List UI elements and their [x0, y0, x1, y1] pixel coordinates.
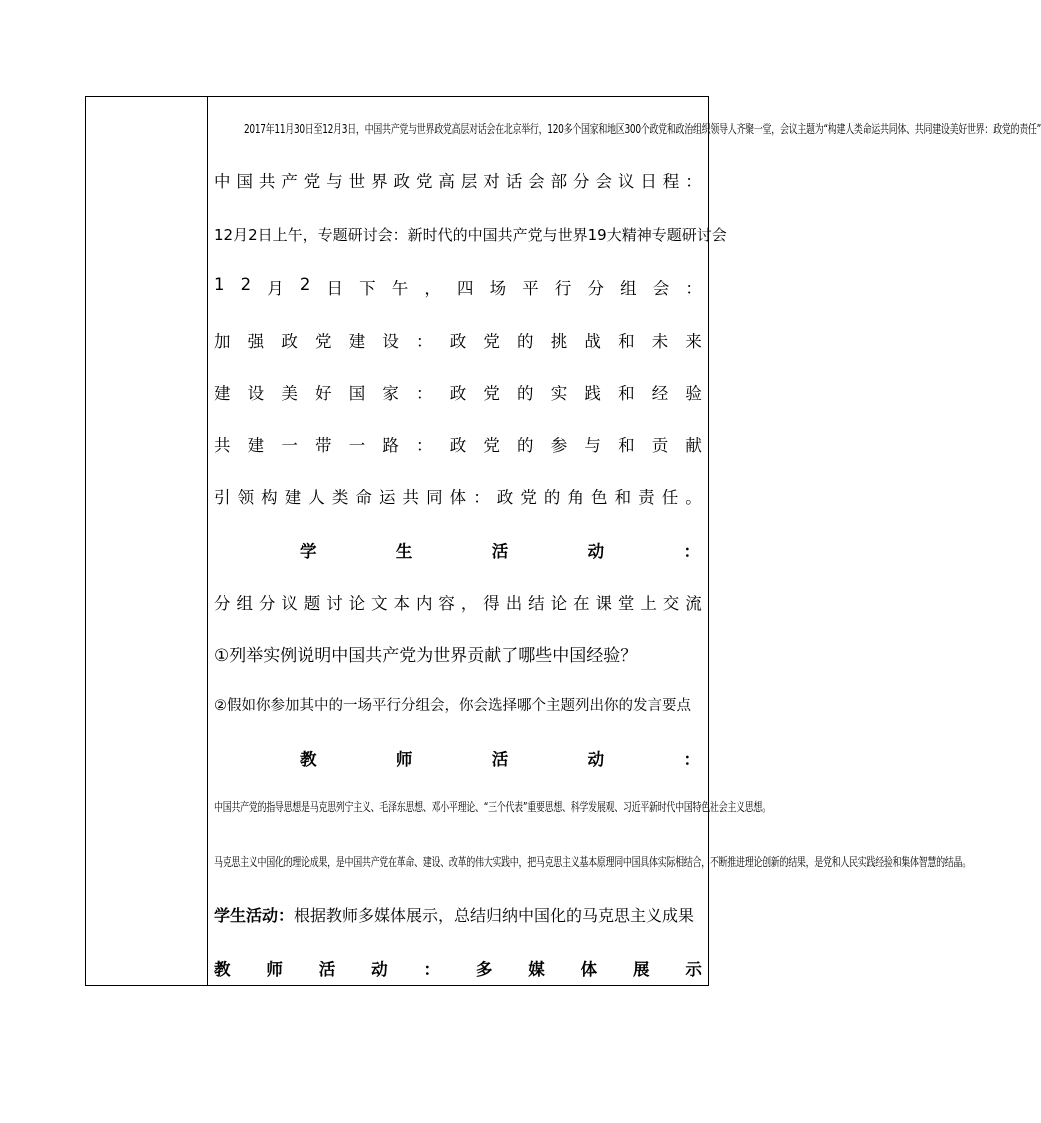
- student-activity-heading: [300, 538, 700, 562]
- teacher-activity-2: [214, 956, 702, 980]
- char: 会: [652, 279, 670, 298]
- char: 和: [618, 384, 635, 403]
- question-1: ①列举实例说明中国共产党为世界贡献了哪些中国经验？: [214, 646, 638, 666]
- char: 色: [591, 488, 608, 507]
- char: 界: [371, 172, 388, 191]
- char: 加: [214, 332, 231, 351]
- char: 活: [491, 750, 509, 769]
- student-activity-2-label: 学生活动：: [214, 906, 295, 925]
- char: 运: [378, 488, 396, 507]
- char: 的: [517, 332, 534, 351]
- teacher-text-2: 马克思主义中国化的理论成果，是中国共产党在革命、建设、改革的伟大实践中，把马克思主义基本原理同中国具体实际相结合，不断推进理论创新的结果，是党和人民实践经验和集体智慧的结晶。: [214, 856, 971, 871]
- char: 家: [382, 384, 399, 403]
- char: 一: [348, 436, 366, 455]
- student-activity-2-text: 根据教师多媒体展示，总结归纳中国化的马克思主义成果: [294, 906, 695, 925]
- char: 话: [505, 172, 523, 191]
- char: 分: [587, 279, 604, 298]
- char: 对: [483, 172, 500, 191]
- char: 结: [528, 594, 545, 613]
- char: ：: [473, 488, 490, 507]
- schedule-morning: 12月2日上午，专题研讨会：新时代的中国共产党与世界19大精神专题研讨会: [214, 226, 727, 244]
- char: ：: [685, 172, 702, 191]
- char: 议: [281, 594, 298, 613]
- char: ：: [423, 960, 440, 979]
- char: 下: [359, 279, 376, 298]
- char: 设: [382, 332, 399, 351]
- char: 体: [580, 960, 598, 979]
- char: 党: [483, 384, 500, 403]
- char: 论: [550, 594, 568, 613]
- char: 多: [475, 960, 493, 979]
- char: 类: [331, 488, 349, 507]
- char: 的: [517, 436, 534, 455]
- char: 得: [483, 594, 500, 613]
- char: 党: [315, 332, 332, 351]
- session-community: [214, 484, 702, 508]
- student-activity-2: [214, 903, 702, 926]
- char: 内: [415, 594, 433, 613]
- char: 高: [438, 172, 455, 191]
- char: 一: [281, 436, 298, 455]
- char: 好: [315, 384, 332, 403]
- char: 验: [685, 384, 702, 403]
- char: 会: [528, 172, 545, 191]
- char: ，: [424, 279, 441, 298]
- char: 实: [550, 384, 568, 403]
- char: 2: [299, 275, 311, 294]
- char: 上: [640, 594, 657, 613]
- char: 的: [517, 384, 534, 403]
- char: 教: [214, 960, 231, 979]
- session-belt-road: [214, 432, 702, 456]
- char: 在: [573, 594, 590, 613]
- char: 组: [236, 594, 253, 613]
- student-task: [214, 590, 702, 614]
- char: 党: [483, 332, 500, 351]
- char: 贡: [651, 436, 669, 455]
- char: 共: [258, 172, 276, 191]
- char: 动: [587, 750, 605, 769]
- char: 与: [326, 172, 343, 191]
- char: 建: [247, 436, 265, 455]
- char: 政: [496, 488, 514, 507]
- char: 部: [550, 172, 568, 191]
- char: 师: [266, 960, 283, 979]
- char: ：: [416, 332, 433, 351]
- char: 路: [382, 436, 399, 455]
- char: 会: [595, 172, 612, 191]
- char: 四: [457, 279, 474, 298]
- session-party-building: [214, 328, 702, 352]
- char: 党: [303, 172, 321, 191]
- char: 分: [573, 172, 590, 191]
- char: 分: [258, 594, 276, 613]
- char: 未: [651, 332, 669, 351]
- char: 展: [633, 960, 650, 979]
- char: 政: [281, 332, 298, 351]
- char: 责: [638, 488, 655, 507]
- char: 生: [395, 542, 413, 561]
- char: 挑: [550, 332, 568, 351]
- char: 共: [214, 436, 231, 455]
- char: 经: [651, 384, 669, 403]
- char: 政: [393, 172, 410, 191]
- char: 党: [483, 436, 500, 455]
- char: 学: [300, 542, 317, 561]
- char: 世: [348, 172, 366, 191]
- char: 同: [426, 488, 443, 507]
- char: 和: [618, 332, 635, 351]
- char: 人: [308, 488, 325, 507]
- char: 产: [281, 172, 298, 191]
- char: 2: [240, 275, 252, 294]
- char: 践: [584, 384, 601, 403]
- char: 活: [318, 960, 336, 979]
- session-beautiful-country: [214, 380, 702, 404]
- char: 任: [661, 488, 679, 507]
- question-2: ②假如你参加其中的一场平行分组会，你会选择哪个主题列出你的发言要点: [214, 698, 691, 714]
- char: 设: [247, 384, 265, 403]
- char: 建: [284, 488, 302, 507]
- char: 师: [395, 750, 413, 769]
- char: 国: [236, 172, 253, 191]
- schedule-afternoon: [214, 275, 702, 299]
- char: 组: [620, 279, 637, 298]
- char: 政: [449, 436, 467, 455]
- char: 午: [391, 279, 409, 298]
- char: ：: [416, 384, 433, 403]
- char: 建: [214, 384, 231, 403]
- char: 1: [214, 275, 225, 294]
- char: 美: [281, 384, 298, 403]
- char: 层: [460, 172, 478, 191]
- char: 建: [348, 332, 366, 351]
- char: 教: [300, 750, 317, 769]
- char: 命: [355, 488, 372, 507]
- char: 来: [685, 332, 702, 351]
- char: ，: [460, 594, 478, 613]
- teacher-text-1: 中国共产党的指导思想是马克思列宁主义、毛泽东思想、邓小平理论、“三个代表”重要思想、科学发展观、习近平新时代中国特色社会主义思想。: [214, 801, 771, 816]
- char: 动: [371, 960, 388, 979]
- char: 程: [662, 172, 680, 191]
- char: 日: [640, 172, 657, 191]
- char: 参: [550, 436, 568, 455]
- char: 堂: [617, 594, 635, 613]
- char: 的: [543, 488, 561, 507]
- char: 体: [449, 488, 467, 507]
- char: ：: [683, 542, 700, 561]
- char: 行: [554, 279, 572, 298]
- char: 政: [449, 384, 467, 403]
- char: 场: [489, 279, 507, 298]
- char: 媒: [528, 960, 545, 979]
- char: 流: [685, 594, 702, 613]
- char: 构: [261, 488, 278, 507]
- char: ：: [685, 279, 702, 298]
- char: 党: [415, 172, 433, 191]
- char: 日: [326, 279, 343, 298]
- char: 政: [449, 332, 467, 351]
- char: 和: [618, 436, 635, 455]
- char: ：: [683, 750, 700, 769]
- char: 议: [617, 172, 635, 191]
- char: 分: [214, 594, 231, 613]
- char: 月: [267, 279, 284, 298]
- char: 文: [371, 594, 388, 613]
- char: 容: [438, 594, 455, 613]
- char: 和: [614, 488, 632, 507]
- char: 论: [348, 594, 366, 613]
- char: 引: [214, 488, 231, 507]
- char: 领: [237, 488, 255, 507]
- char: 交: [662, 594, 680, 613]
- char: 战: [584, 332, 601, 351]
- char: 课: [595, 594, 612, 613]
- char: 国: [348, 384, 366, 403]
- char: 。: [685, 488, 702, 507]
- char: 平: [522, 279, 539, 298]
- char: 强: [247, 332, 265, 351]
- char: 角: [567, 488, 584, 507]
- char: 动: [587, 542, 605, 561]
- char: 带: [315, 436, 332, 455]
- char: 讨: [326, 594, 343, 613]
- char: 题: [303, 594, 321, 613]
- column-divider: [207, 97, 208, 985]
- char: 示: [685, 960, 702, 979]
- char: 党: [520, 488, 537, 507]
- char: ：: [416, 436, 433, 455]
- char: 与: [584, 436, 601, 455]
- char: 中: [214, 172, 231, 191]
- char: 出: [505, 594, 523, 613]
- char: 本: [393, 594, 410, 613]
- char: 献: [685, 436, 702, 455]
- intro-text: 2017年11月30日至12月3日，中国共产党与世界政党高层对话会在北京举行，120多个国家和地区300个政党和政治组织领导人齐聚一堂，会议主题为“构建人类命运共同体、共同建设美好世界：政党的责任”: [244, 123, 1041, 138]
- char: 活: [491, 542, 509, 561]
- schedule-title: [214, 168, 702, 192]
- char: 共: [402, 488, 419, 507]
- teacher-activity-heading: [300, 746, 700, 770]
